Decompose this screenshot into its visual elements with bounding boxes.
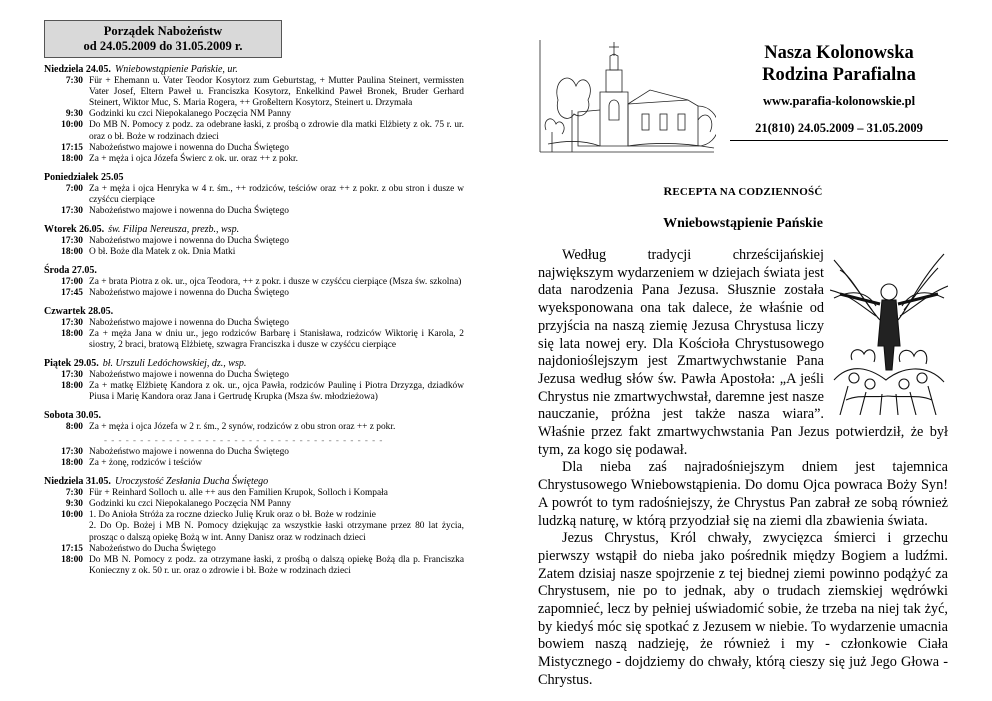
mass-entry: [44, 76, 464, 110]
mass-intention: Nabożeństwo majowe i nowenna do Ducha Świętego: [89, 317, 289, 328]
mass-entry: [44, 510, 464, 521]
mass-entry: [44, 329, 464, 351]
mass-time: [44, 521, 89, 543]
mass-time: 7:30: [65, 487, 83, 498]
mass-time: 18:00: [61, 380, 83, 391]
mass-time: 17:30: [61, 369, 83, 380]
mass-intention: Nabożeństwo majowe i nowenna do Ducha Świętego: [89, 287, 289, 298]
mass-entry: [44, 206, 464, 217]
schedule-days: [44, 64, 464, 578]
mass-entry: [44, 184, 464, 206]
day-name: Sobota 30.05.: [44, 410, 101, 422]
day-group: [44, 64, 464, 165]
day-heading: [44, 476, 464, 488]
mass-entry: [44, 247, 464, 258]
day-name: Piątek 29.05.: [44, 358, 99, 370]
mass-time: 17:45: [61, 287, 83, 298]
mass-time: 9:30: [65, 109, 83, 120]
mass-entry: [44, 544, 464, 555]
mass-entry: [44, 447, 464, 458]
day-heading: [44, 358, 464, 370]
mass-entry: [44, 381, 464, 403]
day-name: Poniedziałek 25.05: [44, 172, 124, 184]
day-feast: bł. Urszuli Ledóchowskiej, dz., wsp.: [102, 358, 247, 370]
separator-line: - - - - - - - - - - - - - - - - - - - - - - - - - - - - - - - - - - - - - - -: [104, 434, 384, 445]
mass-intention: Za + męża i ojca Józefa w 2 r. śm., 2 synów, rodziców z obu stron oraz ++ z pokr.: [89, 421, 396, 432]
mass-intention: Za + męża Jana w dniu ur., jego rodziców Barbarę i Stanisława, rodziców Wiktorię i Karola, 2 siostry, 2 braci, bratową Elżbietę, szwagra Franciszka i dusze w czyśćcu cierpiące: [89, 328, 464, 350]
mass-time: 9:30: [65, 499, 83, 510]
mass-intention: Za + brata Piotra z ok. ur., ojca Teodora, ++ z pokr. i dusze w czyśćcu cierpiące (Msza św. szkolna): [89, 276, 462, 287]
mass-time: 10:00: [61, 510, 83, 521]
day-heading: [44, 172, 464, 184]
day-heading: [44, 410, 464, 422]
article-paragraph: Według tradycji chrześcijańskiej największym wydarzeniem w dziejach świata jest data narodzenia Pana Jezusa. Słusznie została wyeksponowana ona tak dalece, że właśnie od przyjścia na naszą ziemię Jezusa Chrystusa liczy się lata nowej ery. Dla Kościoła Chrystusowego najdonioślejszym jest Zmartwychwstanie Pana Jezusa według słów św. Pawła Apostoła: „A jeśli Chrystus nie zmartwychwstał, daremne jest nasze nauczanie, próżna jest także nasza wiara”. Właśnie przez fakt zmartwychwstania Pan Jezus potwierdził, że był tym, za kogo się podawał.: [538, 247, 948, 458]
schedule-title: Porządek Nabożeństw: [103, 24, 223, 38]
mass-intention: Nabożeństwo majowe i nowenna do Ducha Świętego: [89, 235, 289, 246]
mass-time: 18:00: [61, 153, 83, 164]
mass-intention: Nabożeństwo majowe i nowenna do Ducha Świętego: [89, 369, 289, 380]
day-name: Niedziela 24.05.: [44, 64, 111, 75]
mass-intention: 1. Do Anioła Stróża za roczne dziecko Julię Kruk oraz o bł. Boże w rodzinie: [89, 510, 376, 521]
day-heading: [44, 224, 464, 236]
day-heading: [44, 306, 464, 318]
day-group: [44, 224, 464, 258]
day-heading: [44, 64, 464, 76]
mass-intention: Za + matkę Elżbietę Kandora z ok. ur., ojca Pawła, rodziców Paulinę i Piotra Drzyzga, dziadków Piusa i Marię Kandora oraz Jana i Gertrudę Krupka (Msza św. młodzieżowa): [89, 380, 464, 403]
masthead-title-line2: Rodzina Parafialna: [762, 65, 916, 85]
mass-intention: Nabożeństwo do Ducha Świętego: [89, 543, 216, 554]
church-illustration: [538, 40, 716, 158]
day-group: [44, 306, 464, 351]
mass-entry: [44, 499, 464, 510]
mass-time: 18:00: [61, 458, 83, 469]
mass-entry: [44, 154, 464, 165]
mass-entry: [44, 370, 464, 381]
mass-time: 17:30: [61, 235, 83, 246]
mass-intention: Für + Reinhard Solloch u. alle ++ aus den Familien Krupok, Solloch i Kompała: [89, 487, 388, 498]
mass-intention: 2. Do Op. Bożej i MB N. Pomocy dziękując za wszystkie łaski otrzymane przez 80 lat życia, prosząc o dalszą opiekę Bożą w int. Anny Danisz oraz w rodzinach dzieci: [89, 521, 464, 543]
mass-entry: [44, 109, 464, 120]
day-feast: Wniebowstąpienie Pańskie, ur.: [114, 64, 238, 75]
mass-time: 18:00: [61, 555, 83, 566]
mass-entry: [44, 318, 464, 329]
article-paragraph: Jezus Chrystus, Król chwały, zwycięzca śmierci i grzechu pierwszy wstąpił do nieba jako pośrednik między Bogiem a ludźmi. Zatem dzisiaj nasze spojrzenie z tej biednej ziemi powinno podążyć za Chrystusem, nie po to jednak, aby o trudach ziemskiej wędrówki zapomnieć, lecz by pełniej uświadomić sobie, że trzeba na niej tak żyć, by kiedyś móc się spotkać z Jezusem w niebie. To wydarzenie umacnia bowiem naszą nadzieję, że również i my - członkowie Ciała Mistycznego - dojdziemy do chwały, którą cieszy się już Jego Głowa - Chrystus.: [538, 530, 948, 688]
day-name: Wtorek 26.05.: [44, 224, 105, 236]
mass-time: 7:30: [65, 75, 83, 86]
mass-entry: [44, 422, 464, 433]
article-body: [538, 247, 948, 690]
mass-intention: Für + Ehemann u. Vater Teodor Kosytorz zum Geburtstag, + Mutter Paulina Steinert, vermissten Vater Josef, Eltern Paweł u. Franciszka Kosytorz, Enkelkind Paweł Bronek, Bruder Gerhard Steinert, Wiktor Muc, S. Maria Rogera, ++ Großeltern Kosytorz, Steinert u. Drzymała: [89, 75, 464, 108]
day-heading: [44, 265, 464, 277]
day-name: Niedziela 31.05.: [44, 476, 111, 488]
mass-intention: Do MB N. Pomocy z podz. za odebrane łaski, z prośbą o zdrowie dla matki Elżbiety z ok. 75 r. ur. oraz o bł. Boże w rodzinach dzieci: [89, 120, 464, 142]
mass-time: 10:00: [61, 120, 83, 131]
mass-intention: Za + męża i ojca Henryka w 4 r. śm., ++ rodziców, teściów oraz ++ z pokr. z obu stron i dusze w czyśćcu cierpiące: [89, 183, 464, 205]
mass-entry: [44, 288, 464, 299]
section-heading: [538, 184, 948, 199]
day-group: [44, 410, 464, 469]
issue-line: 21(810) 24.05.2009 – 31.05.2009: [730, 121, 948, 141]
mass-time: 17:30: [61, 317, 83, 328]
mass-entry: [44, 120, 464, 142]
mass-time: 17:30: [61, 206, 83, 217]
schedule-title-box: [44, 20, 282, 58]
mass-intention: Nabożeństwo majowe i nowenna do Ducha Świętego: [89, 206, 289, 217]
mass-time: 17:15: [61, 543, 83, 554]
day-feast: Uroczystość Zesłania Ducha Świętego: [114, 476, 269, 488]
mass-intention: Nabożeństwo majowe i nowenna do Ducha Świętego: [89, 446, 289, 457]
mass-intention: Nabożeństwo majowe i nowenna do Ducha Świętego: [89, 142, 289, 153]
day-group: [44, 265, 464, 299]
day-group: [44, 476, 464, 577]
mass-time: 17:30: [61, 446, 83, 457]
mass-time: 7:00: [65, 183, 83, 194]
mass-entry: [44, 488, 464, 499]
mass-entry: [44, 277, 464, 288]
mass-time: 18:00: [61, 328, 83, 339]
day-group: [44, 358, 464, 403]
day-group: [44, 172, 464, 217]
mass-intention: Za + męża i ojca Józefa Świerc z ok. ur. oraz ++ z pokr.: [89, 153, 299, 164]
mass-intention: Za + żonę, rodziców i teściów: [89, 458, 203, 469]
masthead-title-line1: Nasza Kolonowska: [764, 43, 914, 63]
schedule-dates: od 24.05.2009 do 31.05.2009 r.: [83, 39, 243, 53]
masthead: [730, 42, 948, 141]
website: www.parafia-kolonowskie.pl: [762, 94, 916, 108]
mass-intention: Do MB N. Pomocy z podz. za otrzymane łaski, z prośbą o dalszą opiekę Bożą dla p. Franciszka Konieczny z ok. 50 r. ur. oraz o zdrowie i bł. Boże w rodzinach dzieci: [89, 555, 464, 577]
day-feast: św. Filipa Nereusza, prezb., wsp.: [108, 224, 240, 236]
mass-intention: Godzinki ku czci Niepokalanego Poczęcia NM Panny: [89, 499, 292, 510]
day-name: Czwartek 28.05.: [44, 306, 114, 318]
mass-entry: [44, 458, 464, 469]
section-heading-rest: ECEPTA NA CODZIENNOŚĆ: [672, 186, 823, 198]
mass-time: 17:00: [61, 276, 83, 287]
mass-time: 8:00: [65, 421, 83, 432]
mass-intention: Godzinki ku czci Niepokalanego Poczęcia NM Panny: [89, 109, 292, 120]
schedule-column: [44, 20, 464, 578]
mass-time: 18:00: [61, 246, 83, 257]
mass-entry: [44, 521, 464, 543]
mass-entry: [44, 143, 464, 154]
day-name: Środa 27.05.: [44, 265, 97, 277]
mass-entry: [44, 236, 464, 247]
mass-time: 17:15: [61, 142, 83, 153]
article-title: Wniebowstąpienie Pańskie: [663, 216, 823, 231]
mass-entry: [44, 555, 464, 577]
ascension-illustration: [830, 250, 948, 415]
mass-intention: O bł. Boże dla Matek z ok. Dnia Matki: [89, 246, 236, 257]
article-paragraph: Dla nieba zaś najradośniejszym dniem jest tajemnica Chrystusowego Wniebowstąpienia. Do domu Ojca powraca Boży Syn! A powrót to tym radośniejszy, że Chrystus Pan zabrał ze sobą również ludzką naturę, w którą przyodział się na ziemi dla zbawienia świata.: [538, 459, 948, 529]
section-heading-cap: R: [663, 184, 673, 198]
